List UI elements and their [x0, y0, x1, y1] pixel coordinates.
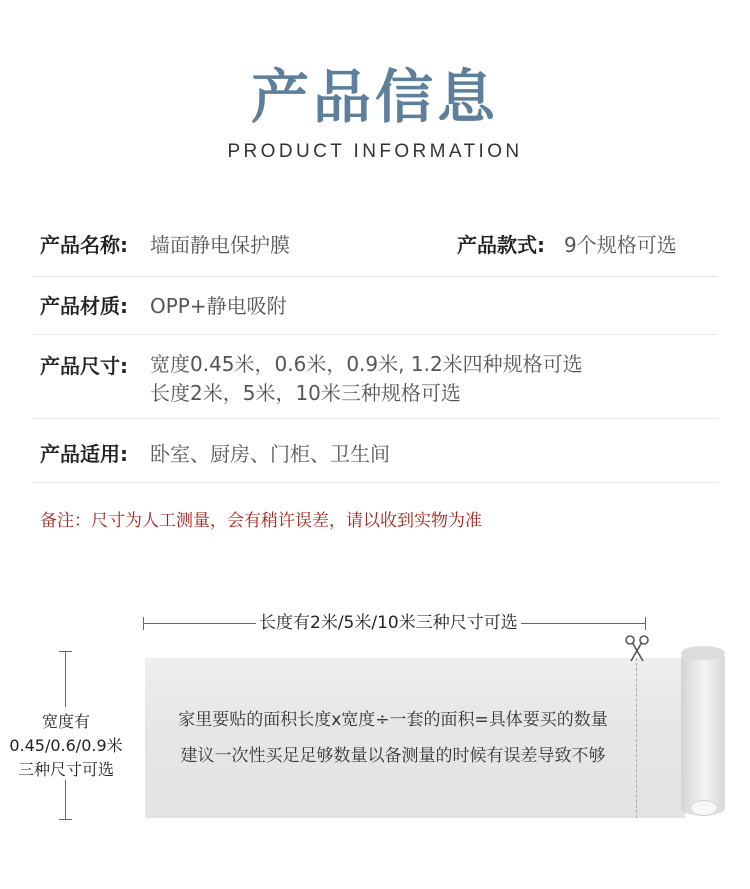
note-text: 备注：尺寸为人工测量，会有稍许误差，请以收到实物为准 [40, 511, 482, 531]
film-sheet [145, 658, 685, 818]
product-size-line2: 长度2米，5米，10米三种规格可选 [150, 381, 461, 405]
scissors-icon [622, 634, 652, 664]
film-roll-end [690, 800, 718, 816]
film-roll-top [681, 646, 725, 660]
width-dimension-label [0, 710, 132, 782]
width-dimension-line-top [65, 651, 66, 707]
product-size-label: 产品尺寸: [40, 354, 128, 378]
length-dimension-tick-left [143, 617, 144, 630]
product-material-label: 产品材质: [40, 294, 128, 318]
length-dimension-tick-right [645, 617, 646, 630]
product-usage-label: 产品适用: [40, 442, 128, 466]
product-size-line1: 宽度0.45米，0.6米，0.9米, 1.2米四种规格可选 [150, 352, 583, 376]
divider [32, 276, 718, 277]
divider [32, 334, 718, 335]
divider [32, 482, 718, 483]
sheet-text-line1: 家里要贴的面积长度x宽度÷一套的面积=具体要买的数量 [178, 710, 608, 730]
product-name-label: 产品名称: [40, 233, 128, 257]
divider [32, 418, 718, 419]
width-dimension-tick-bottom [59, 819, 72, 820]
width-label-line1: 宽度有 [41, 712, 90, 731]
product-name-value: 墙面静电保护膜 [150, 233, 290, 257]
page-subtitle: PRODUCT INFORMATION [227, 141, 523, 162]
product-style-value: 9个规格可选 [564, 233, 677, 257]
product-material-value: OPP+静电吸附 [150, 294, 287, 318]
cut-line [636, 658, 637, 818]
length-dimension-label: 长度有2米/5米/10米三种尺寸可选 [256, 611, 521, 635]
page-title: 产品信息 [250, 63, 499, 131]
film-roll [681, 650, 725, 816]
product-style-label: 产品款式: [457, 233, 545, 257]
width-label-line2: 0.45/0.6/0.9米 [9, 736, 123, 755]
width-dimension-line-bottom [65, 780, 66, 820]
width-dimension-tick-top [59, 651, 72, 652]
product-usage-value: 卧室、厨房、门柜、卫生间 [150, 442, 390, 466]
sheet-text-line2: 建议一次性买足足够数量以备测量的时候有误差导致不够 [180, 746, 606, 766]
width-label-line3: 三种尺寸可选 [17, 760, 114, 779]
